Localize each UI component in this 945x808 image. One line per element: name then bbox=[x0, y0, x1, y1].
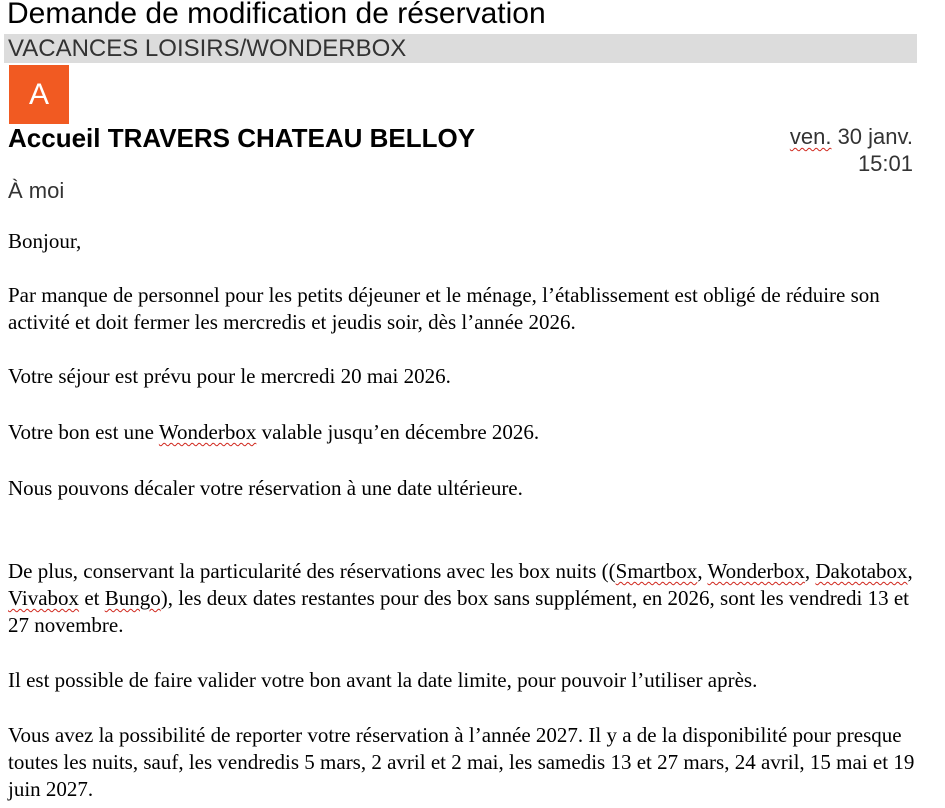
p3-text-c: valable jusqu’en décembre 2026. bbox=[256, 420, 540, 444]
date-rest: 30 janv. bbox=[831, 124, 913, 149]
body-paragraph-5 bbox=[8, 558, 923, 639]
p5-text-a: De plus, conservant la particularité des réservations avec les box nuits (( bbox=[8, 559, 616, 583]
date-time: 15:01 bbox=[857, 151, 913, 176]
p5-smartbox: Smartbox bbox=[615, 559, 698, 583]
body-paragraph-3 bbox=[8, 419, 923, 446]
label-bar bbox=[4, 34, 917, 63]
body-paragraph-7: Vous avez la possibilité de reporter votre réservation à l’année 2027. Il y a de la disponibilité pour presque toutes les nuits, sauf, les vendredis 5 mars, 2 avril et 2 mai, les samedis 13 et 27 mars, 24 avril, 15 mai et 19 juin 2027. bbox=[8, 723, 915, 801]
p3-wonderbox: Wonderbox bbox=[158, 420, 257, 444]
p5-sep-4: et bbox=[79, 586, 105, 610]
p5-vivabox: Vivabox bbox=[8, 586, 80, 610]
body-paragraph-4: Nous pouvons décaler votre réservation à une date ultérieure. bbox=[8, 476, 523, 500]
label-tag[interactable]: VACANCES LOISIRS/WONDERBOX bbox=[8, 35, 407, 62]
p5-sep-1: , bbox=[697, 559, 708, 583]
sender-name[interactable]: Accueil TRAVERS CHATEAU BELLOY bbox=[8, 123, 476, 153]
p5-dakotabox: Dakotabox bbox=[815, 559, 908, 583]
p5-sep-3: , bbox=[907, 559, 913, 583]
body-paragraph-6: Il est possible de faire valider votre bon avant la date limite, pour pouvoir l’utiliser après. bbox=[8, 668, 758, 692]
email-body bbox=[8, 228, 923, 803]
body-paragraph-1: Par manque de personnel pour les petits déjeuner et le ménage, l’établissement est obligé de réduire son activité et doit fermer les mercredis et jeudis soir, dès l’année 2026. bbox=[8, 283, 880, 334]
p3-text-a: Votre bon est une bbox=[8, 420, 159, 444]
p5-bungo: Bungo bbox=[104, 586, 161, 610]
email-date bbox=[790, 123, 913, 177]
recipient[interactable]: À moi bbox=[8, 178, 65, 203]
p5-sep-2: , bbox=[804, 559, 816, 583]
email-subject: Demande de modification de réservation bbox=[7, 0, 546, 30]
body-paragraph-2: Votre séjour est prévu pour le mercredi 20 mai 2026. bbox=[8, 364, 451, 388]
p5-text-b: ), les deux dates restantes pour des box sans supplément, en 2026, sont les vendredi 13 et 27 novembre. bbox=[8, 586, 909, 637]
date-day-line bbox=[790, 123, 913, 150]
date-day: ven. bbox=[789, 124, 832, 149]
p5-wonderbox: Wonderbox bbox=[707, 559, 805, 583]
sender-avatar[interactable]: A bbox=[9, 65, 69, 124]
body-greeting: Bonjour, bbox=[8, 229, 82, 253]
